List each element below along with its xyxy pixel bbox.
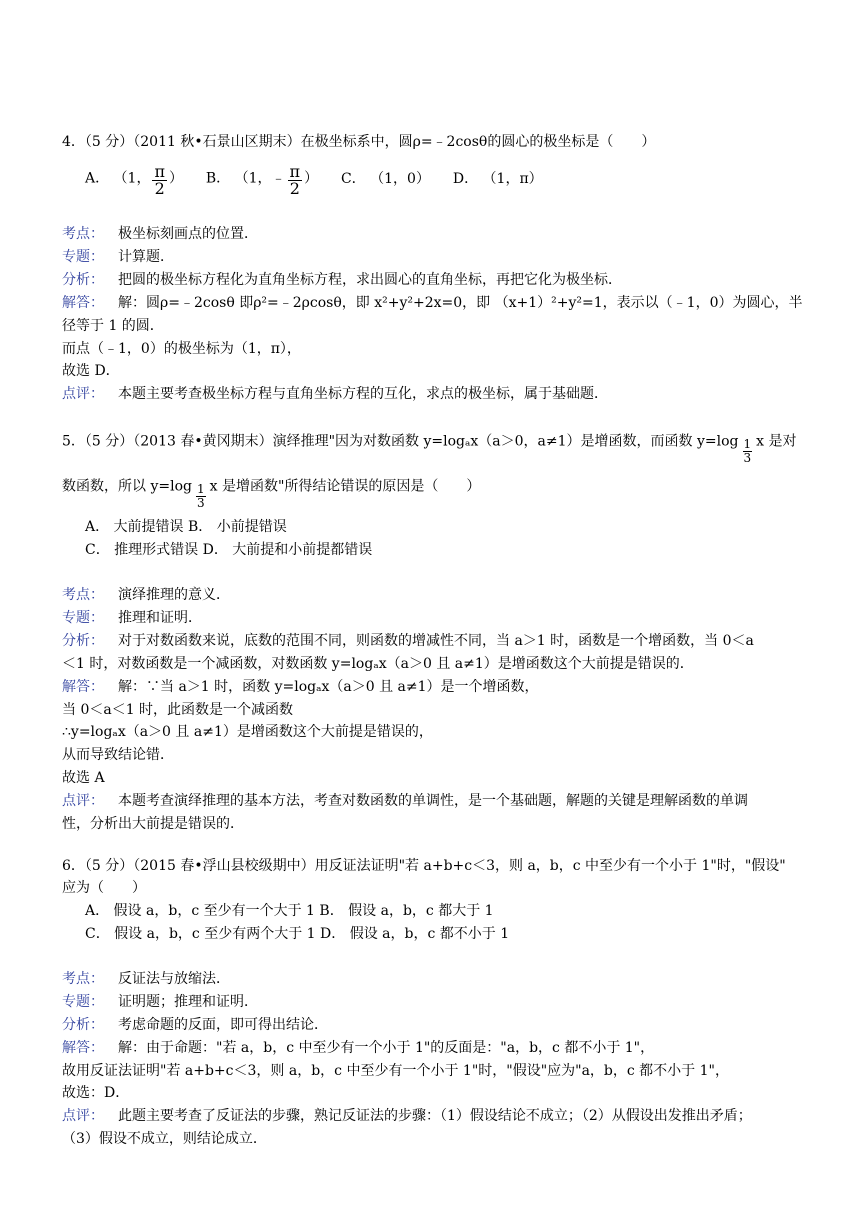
label-fenxi: 分析： — [62, 1017, 104, 1033]
q5-jieda-line: 当 0＜a＜1 时，此函数是一个减函数 — [62, 702, 294, 718]
q6-dianping: 点评： 此题主要考查了反证法的步骤，熟记反证法的步骤：（1）假设结论不成立；（2）从假设出发推出矛盾； — [62, 1108, 752, 1124]
label-jieda: 解答： — [62, 295, 104, 311]
label-fenxi: 分析： — [62, 633, 104, 649]
q6-option-c: C． 假设 a，b，c 至少有两个大于 1 — [85, 926, 316, 942]
q6-jieda-line: 故用反证法证明"若 a+b+c＜3，则 a，b，c 中至少有一个小于 1"时，"假设"应为"a，b，c 都不小于 1"， — [62, 1063, 729, 1079]
q6-zhuanti: 专题： 证明题；推理和证明． — [62, 994, 258, 1010]
q4-stem: 4．（5 分）（2011 秋•石景山区期末）在极坐标系中，圆ρ=﹣2cosθ的圆心的极坐标是（ ） — [62, 134, 656, 150]
fraction-pi-over-2: $\frac{\pi}{2}$ — [289, 162, 301, 198]
q6-kaodian: 考点： 反证法与放缩法． — [62, 971, 230, 987]
q5-stem: 5．（5 分）（2013 春•黄冈期末）演绎推理"因为对数函数 y=logₐx（a＞0，a≠1）是增函数，而函数 y=log $\frac{1}{3}$ x 是对 — [62, 433, 797, 465]
log-base-one-third: $\frac{1}{3}$ — [196, 482, 205, 510]
q5-option-b: B． 小前提错误 — [188, 519, 287, 535]
label-kaodian: 考点： — [62, 971, 104, 987]
q6-stem: 6．（5 分）（2015 春•浮山县校级期中）用反证法证明"若 a+b+c＜3，则 a，b，c 中至少有一个小于 1"时，"假设" — [62, 858, 786, 874]
q6-stem-line: 应为（ ） — [62, 880, 146, 896]
q6-option-a: A． 假设 a，b，c 至少有一个大于 1 — [85, 903, 315, 919]
q4-option-b: B． （1，﹣ $\frac{\pi}{2}$ ） — [205, 162, 319, 198]
label-dianping: 点评： — [62, 386, 104, 402]
q5-kaodian: 考点： 演绎推理的意义． — [62, 587, 230, 603]
q5-jieda-line: ∴y=logₐx（a＞0 且 a≠1）是增函数这个大前提是错误的， — [62, 724, 433, 740]
q4-option-d: D． （1，π） — [452, 170, 543, 187]
q5-dianping: 点评： 本题考查演绎推理的基本方法，考查对数函数的单调性，是一个基础题，解题的关键是理解函数的单调 — [62, 793, 748, 809]
q6-fenxi: 分析： 考虑命题的反面，即可得出结论． — [62, 1017, 328, 1033]
q5-fenxi: 分析： 对于对数函数来说，底数的范围不同，则函数的增减性不同，当 a＞1 时，函数是一个增函数，当 0＜a — [62, 633, 754, 649]
q4-options — [85, 162, 543, 198]
q5-fenxi-line: ＜1 时，对数函数是一个减函数，对数函数 y=logₐx（a＞0 且 a≠1）是增函数这个大前提是错误的． — [62, 656, 694, 672]
q5-option-a: A． 大前提错误 — [85, 519, 184, 535]
label-kaodian: 考点： — [62, 226, 104, 242]
q4-jieda-line: 径等于 1 的圆． — [62, 318, 164, 334]
q6-option-b: B． 假设 a，b，c 都大于 1 — [319, 903, 494, 919]
log-base-one-third: $\frac{1}{3}$ — [743, 437, 752, 465]
q6-options-row-1 — [85, 902, 494, 920]
label-jieda: 解答： — [62, 679, 104, 695]
label-dianping: 点评： — [62, 1108, 104, 1124]
q4-jieda-line: 故选 D． — [62, 363, 120, 379]
q4-fenxi: 分析： 把圆的极坐标方程化为直角坐标方程，求出圆心的直角坐标，再把它化为极坐标． — [62, 272, 622, 288]
label-kaodian: 考点： — [62, 587, 104, 603]
label-zhuanti: 专题： — [62, 994, 104, 1010]
label-fenxi: 分析： — [62, 272, 104, 288]
q4-zhuanti: 专题： 计算题． — [62, 249, 174, 265]
q4-option-c: C． （1，0） — [340, 170, 430, 187]
q6-dianping-line: （3）假设不成立，则结论成立． — [62, 1131, 267, 1147]
q6-jieda: 解答： 解：由于命题："若 a，b，c 中至少有一个小于 1"的反面是："a，b，c 都不小于 1"， — [62, 1040, 655, 1056]
label-dianping: 点评： — [62, 793, 104, 809]
q4-jieda-line: 而点（﹣1，0）的极坐标为（1，π）， — [62, 341, 301, 357]
q5-zhuanti: 专题： 推理和证明． — [62, 610, 202, 626]
q5-dianping-line: 性，分析出大前提是错误的． — [62, 816, 244, 832]
q5-option-c: C． 推理形式错误 — [85, 542, 199, 558]
q5-option-d: D． 大前提和小前提都错误 — [202, 542, 373, 558]
q6-options-row-2 — [85, 925, 509, 943]
label-jieda: 解答： — [62, 1040, 104, 1056]
q5-jieda-line: 从而导致结论错． — [62, 747, 174, 763]
q6-option-d: D． 假设 a，b，c 都不小于 1 — [320, 926, 510, 942]
q5-options-row-1 — [85, 518, 287, 536]
q5-stem-line: 数函数，所以 y=log $\frac{1}{3}$ x 是增函数"所得结论错误的原因是（ ） — [62, 478, 481, 510]
q5-jieda: 解答： 解：∵当 a＞1 时，函数 y=logₐx（a＞0 且 a≠1）是一个增函数， — [62, 679, 539, 695]
label-zhuanti: 专题： — [62, 610, 104, 626]
q4-jieda: 解答： 解：圆ρ=﹣2cosθ 即ρ²=﹣2ρcosθ，即 x²+y²+2x=0，即 （x+1）²+y²=1，表示以（﹣1，0）为圆心，半 — [62, 295, 803, 311]
q5-options-row-2 — [85, 541, 372, 559]
q6-jieda-line: 故选：D． — [62, 1085, 130, 1101]
q5-jieda-line: 故选 A — [62, 770, 105, 786]
label-zhuanti: 专题： — [62, 249, 104, 265]
fraction-pi-over-2: $\frac{\pi}{2}$ — [154, 162, 165, 198]
q4-dianping: 点评： 本题主要考查极坐标方程与直角坐标方程的互化，求点的极坐标，属于基础题． — [62, 386, 608, 402]
q4-option-a: A． （1， $\frac{\pi}{2}$ ） — [85, 162, 183, 198]
q4-kaodian: 考点： 极坐标刻画点的位置． — [62, 226, 258, 242]
